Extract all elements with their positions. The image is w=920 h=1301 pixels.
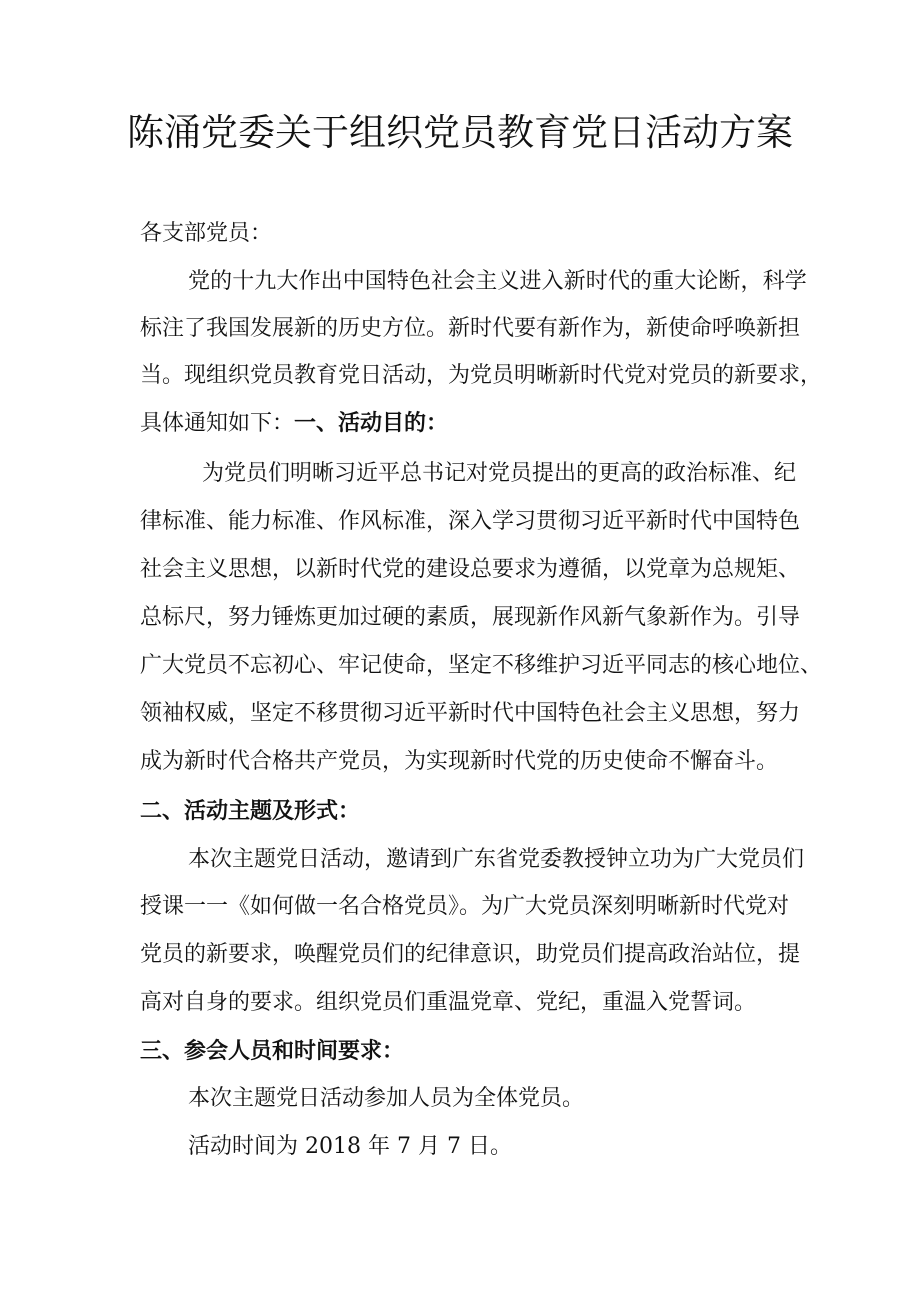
section3-heading: 三、参会人员和时间要求： (140, 1038, 405, 1064)
intro-line: 标注了我国发展新的历史方位。新时代要有新作为，新使命呼唤新担 (140, 316, 801, 341)
section1-line: 广大党员不忘初心、牢记使命，坚定不移维护习近平同志的核心地位、 (140, 653, 823, 678)
intro-line-with-heading (140, 408, 448, 439)
section3-line: 活动时间为 2018 年 7 月 7 日。 (188, 1134, 512, 1159)
section1-line: 为党员们明晰习近平总书记对党员提出的更高的政治标准、纪 (202, 461, 797, 486)
section1-line: 成为新时代合格共产党员，为实现新时代党的历史使命不懈奋斗。 (140, 749, 779, 774)
section1-heading: 一、活动目的： (294, 410, 449, 436)
section2-line: 本次主题党日活动，邀请到广东省党委教授钟立功为广大党员们 (188, 847, 805, 872)
intro-line-text: 具体通知如下： (140, 411, 295, 436)
section2-line: 党员的新要求，唤醒党员们的纪律意识，助党员们提高政治站位，提 (140, 942, 801, 967)
section1-line: 总标尺，努力锤炼更加过硬的素质，展现新作风新气象新作为。引导 (140, 605, 801, 630)
section2-line: 高对自身的要求。组织党员们重温党章、党纪，重温入党誓词。 (140, 990, 757, 1015)
salutation: 各支部党员： (140, 221, 273, 246)
section1-line: 社会主义思想，以新时代党的建设总要求为遵循，以党章为总规矩、 (140, 557, 801, 582)
section2-line: 授课一一《如何做一名合格党员》。为广大党员深刻明晰新时代党对 (140, 894, 790, 919)
section3-line: 本次主题党日活动参加人员为全体党员。 (188, 1086, 585, 1111)
document-title: 陈涌党委关于组织党员教育党日活动方案 (127, 111, 793, 154)
intro-line: 党的十九大作出中国特色社会主义进入新时代的重大论断，科学 (188, 269, 807, 294)
section1-line: 律标准、能力标准、作风标准，深入学习贯彻习近平新时代中国特色 (140, 509, 801, 534)
intro-line: 当。现组织党员教育党日活动，为党员明晰新时代党对党员的新要求， (140, 363, 823, 388)
section1-line: 领袖权威，坚定不移贯彻习近平新时代中国特色社会主义思想，努力 (140, 701, 801, 726)
section2-heading: 二、活动主题及形式： (140, 798, 361, 824)
